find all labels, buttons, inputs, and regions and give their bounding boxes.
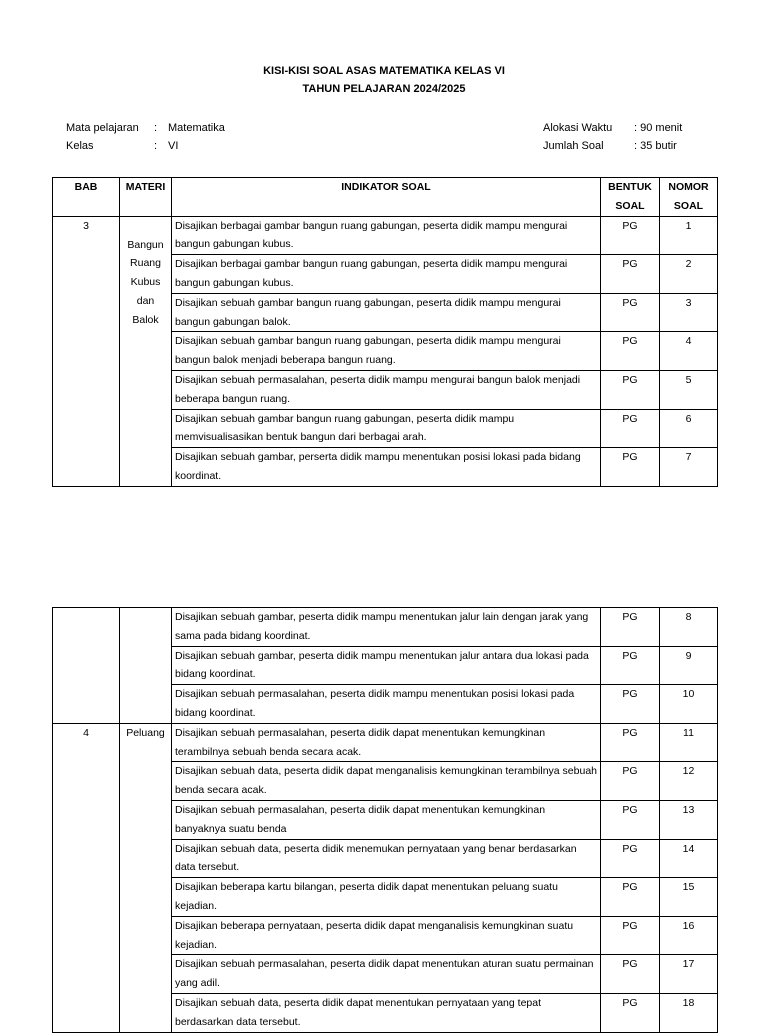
bentuk-cell: PG — [601, 448, 660, 487]
bentuk-cell: PG — [601, 878, 660, 917]
header-bab: BAB — [53, 178, 120, 217]
bentuk-cell: PG — [601, 723, 660, 762]
indikator-cell: Disajikan sebuah gambar, peserta didik mampu menentukan jalur antara dua lokasi pada bidang koordinat. — [172, 646, 601, 685]
indikator-cell: Disajikan sebuah gambar bangun ruang gabungan, peserta didik mampu mengurai bangun gabungan balok. — [172, 293, 601, 332]
nomor-cell: 8 — [660, 608, 718, 647]
bentuk-cell: PG — [601, 916, 660, 955]
table-row — [53, 216, 718, 255]
indikator-cell: Disajikan berbagai gambar bangun ruang gabungan, peserta didik mampu mengurai bangun gabungan kubus. — [172, 216, 601, 255]
bentuk-cell: PG — [601, 685, 660, 724]
materi-text: Bangun Ruang Kubus dan Balok — [127, 238, 164, 326]
nomor-cell: 4 — [660, 332, 718, 371]
indikator-cell: Disajikan sebuah gambar, perserta didik mampu menentukan posisi lokasi pada bidang koordinat. — [172, 448, 601, 487]
kisi-table-page2 — [52, 607, 718, 1033]
table-row — [53, 723, 718, 762]
document-subtitle: TAHUN PELAJARAN 2024/2025 — [302, 83, 466, 95]
indikator-cell: Disajikan sebuah permasalahan, peserta didik dapat menentukan kemungkinan banyaknya suatu benda — [172, 800, 601, 839]
nomor-cell: 15 — [660, 878, 718, 917]
bentuk-cell: PG — [601, 646, 660, 685]
table-header-row — [53, 178, 718, 217]
nomor-cell: 12 — [660, 762, 718, 801]
indikator-cell: Disajikan sebuah gambar bangun ruang gabungan, peserta didik mampu mengurai bangun balok menjadi beberapa bangun ruang. — [172, 332, 601, 371]
bentuk-cell: PG — [601, 762, 660, 801]
bab-cell: 3 — [53, 216, 120, 486]
bentuk-cell: PG — [601, 608, 660, 647]
indikator-cell: Disajikan beberapa pernyataan, peserta didik dapat menganalisis kemungkinan suatu kejadian. — [172, 916, 601, 955]
mapel-label: Mata pelajaran — [66, 122, 139, 134]
nomor-cell: 3 — [660, 293, 718, 332]
indikator-cell: Disajikan sebuah permasalahan, peserta didik mampu menentukan posisi lokasi pada bidang koordinat. — [172, 685, 601, 724]
bentuk-cell: PG — [601, 293, 660, 332]
indikator-cell: Disajikan sebuah permasalahan, peserta didik mampu mengurai bangun balok menjadi beberapa bangun ruang. — [172, 370, 601, 409]
indikator-cell: Disajikan sebuah permasalahan, peserta didik dapat menentukan aturan suatu permainan yang adil. — [172, 955, 601, 994]
indikator-cell: Disajikan sebuah data, peserta didik menemukan pernyataan yang benar berdasarkan data tersebut. — [172, 839, 601, 878]
nomor-cell: 13 — [660, 800, 718, 839]
bentuk-cell: PG — [601, 332, 660, 371]
bentuk-cell: PG — [601, 800, 660, 839]
kelas-label: Kelas — [66, 140, 94, 152]
header-materi: MATERI — [120, 178, 172, 217]
nomor-cell: 18 — [660, 993, 718, 1032]
alokasi-label: Alokasi Waktu — [543, 122, 613, 134]
bentuk-cell: PG — [601, 370, 660, 409]
nomor-cell: 16 — [660, 916, 718, 955]
bentuk-cell: PG — [601, 255, 660, 294]
indikator-cell: Disajikan beberapa kartu bilangan, peserta didik dapat menentukan peluang suatu kejadian. — [172, 878, 601, 917]
nomor-cell: 1 — [660, 216, 718, 255]
jumlah-value: : 35 butir — [634, 140, 677, 152]
kelas-separator: : — [154, 140, 158, 152]
nomor-cell: 2 — [660, 255, 718, 294]
bentuk-cell: PG — [601, 409, 660, 448]
kisi-table-page1 — [52, 177, 718, 487]
header-indikator: INDIKATOR SOAL — [172, 178, 601, 217]
nomor-cell: 10 — [660, 685, 718, 724]
bab-cell: 4 — [53, 723, 120, 1032]
nomor-cell: 5 — [660, 370, 718, 409]
nomor-cell: 7 — [660, 448, 718, 487]
alokasi-value: : 90 menit — [634, 122, 683, 134]
bentuk-cell: PG — [601, 955, 660, 994]
nomor-cell: 9 — [660, 646, 718, 685]
materi-cell: Peluang — [120, 723, 172, 1032]
nomor-cell: 17 — [660, 955, 718, 994]
indikator-cell: Disajikan berbagai gambar bangun ruang gabungan, peserta didik mampu mengurai bangun gabungan kubus. — [172, 255, 601, 294]
materi-cell — [120, 216, 172, 486]
bentuk-cell: PG — [601, 839, 660, 878]
mapel-value: Matematika — [168, 122, 225, 134]
document-title: KISI-KISI SOAL ASAS MATEMATIKA KELAS VI — [263, 65, 505, 77]
jumlah-label: Jumlah Soal — [543, 140, 604, 152]
indikator-cell: Disajikan sebuah gambar, peserta didik mampu menentukan jalur lain dengan jarak yang sama pada bidang koordinat. — [172, 608, 601, 647]
bentuk-cell: PG — [601, 993, 660, 1032]
indikator-cell: Disajikan sebuah data, peserta didik dapat menganalisis kemungkinan terambilnya sebuah benda secara acak. — [172, 762, 601, 801]
kelas-value: VI — [168, 140, 179, 152]
nomor-cell: 11 — [660, 723, 718, 762]
table-row — [53, 608, 718, 647]
header-nomor: NOMOR SOAL — [660, 178, 718, 217]
indikator-cell: Disajikan sebuah permasalahan, peserta didik dapat menentukan kemungkinan terambilnya sebuah benda secara acak. — [172, 723, 601, 762]
indikator-cell: Disajikan sebuah gambar bangun ruang gabungan, peserta didik mampu memvisualisasikan bentuk bangun dari berbagai arah. — [172, 409, 601, 448]
bentuk-cell: PG — [601, 216, 660, 255]
materi-cell — [120, 608, 172, 724]
indikator-cell: Disajikan sebuah data, peserta didik dapat menentukan pernyataan yang tepat berdasarkan data tersebut. — [172, 993, 601, 1032]
nomor-cell: 14 — [660, 839, 718, 878]
header-bentuk: BENTUK SOAL — [601, 178, 660, 217]
nomor-cell: 6 — [660, 409, 718, 448]
bab-cell — [53, 608, 120, 724]
mapel-separator: : — [154, 122, 158, 134]
